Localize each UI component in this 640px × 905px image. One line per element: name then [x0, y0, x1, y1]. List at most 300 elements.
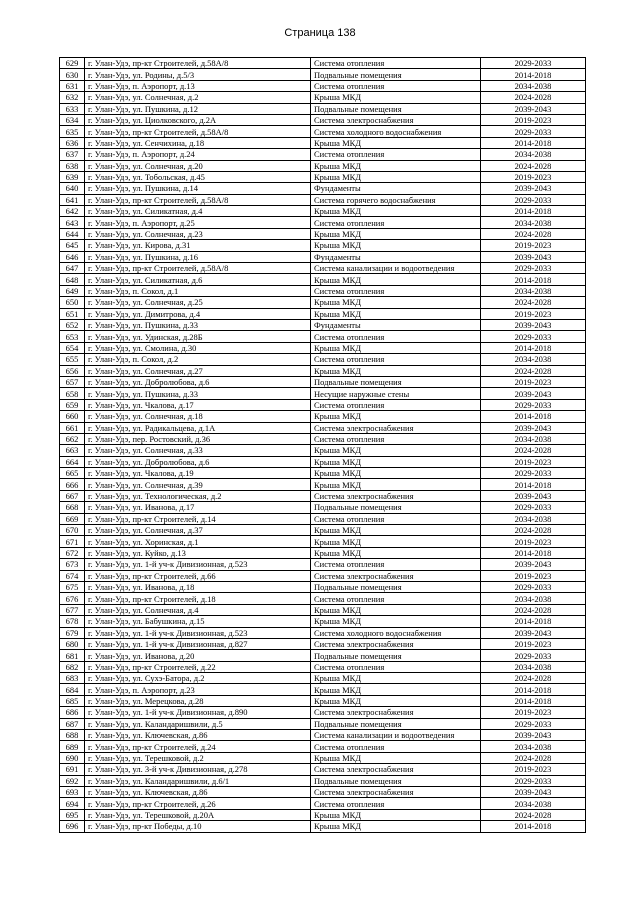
- table-row: [60, 411, 586, 422]
- row-number-cell: 673: [60, 559, 85, 570]
- row-number-cell: 696: [60, 821, 85, 832]
- work-type-cell: Крыша МКД: [311, 536, 481, 547]
- period-cell: 2019-2023: [481, 240, 586, 251]
- address-cell: г. Улан-Удэ, ул. Смолина, д.30: [85, 342, 311, 353]
- table-row: [60, 684, 586, 695]
- work-type-cell: Система отопления: [311, 559, 481, 570]
- work-type-cell: Подвальные помещения: [311, 775, 481, 786]
- work-type-cell: Крыша МКД: [311, 695, 481, 706]
- work-type-cell: Крыша МКД: [311, 468, 481, 479]
- work-type-cell: Крыша МКД: [311, 525, 481, 536]
- period-cell: 2039-2043: [481, 388, 586, 399]
- row-number-cell: 661: [60, 422, 85, 433]
- table-row: [60, 752, 586, 763]
- period-cell: 2014-2018: [481, 695, 586, 706]
- period-cell: 2024-2028: [481, 809, 586, 820]
- address-cell: г. Улан-Удэ, ул. Чкалова, д.19: [85, 468, 311, 479]
- table-row: [60, 809, 586, 820]
- work-type-cell: Система канализации и водоотведения: [311, 730, 481, 741]
- row-number-cell: 640: [60, 183, 85, 194]
- table-row: [60, 80, 586, 91]
- period-cell: 2029-2033: [481, 650, 586, 661]
- period-cell: 2039-2043: [481, 627, 586, 638]
- table-row: [60, 604, 586, 615]
- table-row: [60, 422, 586, 433]
- row-number-cell: 681: [60, 650, 85, 661]
- period-cell: 2014-2018: [481, 616, 586, 627]
- work-type-cell: Система отопления: [311, 798, 481, 809]
- row-number-cell: 687: [60, 718, 85, 729]
- period-cell: 2029-2033: [481, 502, 586, 513]
- table-row: [60, 114, 586, 125]
- table-row: [60, 502, 586, 513]
- work-type-cell: Система отопления: [311, 593, 481, 604]
- row-number-cell: 654: [60, 342, 85, 353]
- row-number-cell: 686: [60, 707, 85, 718]
- work-type-cell: Крыша МКД: [311, 616, 481, 627]
- work-type-cell: Крыша МКД: [311, 604, 481, 615]
- row-number-cell: 637: [60, 149, 85, 160]
- period-cell: 2014-2018: [481, 411, 586, 422]
- row-number-cell: 666: [60, 479, 85, 490]
- period-cell: 2014-2018: [481, 206, 586, 217]
- period-cell: 2014-2018: [481, 547, 586, 558]
- work-type-cell: Крыша МКД: [311, 274, 481, 285]
- address-cell: г. Улан-Удэ, ул. Солнечная, д.27: [85, 365, 311, 376]
- row-number-cell: 647: [60, 263, 85, 274]
- address-cell: г. Улан-Удэ, ул. Куйко, д.13: [85, 547, 311, 558]
- period-cell: 2034-2038: [481, 741, 586, 752]
- table-row: [60, 581, 586, 592]
- period-cell: 2019-2023: [481, 376, 586, 387]
- work-type-cell: Система отопления: [311, 285, 481, 296]
- table-row: [60, 69, 586, 80]
- table-row: [60, 798, 586, 809]
- row-number-cell: 664: [60, 456, 85, 467]
- period-cell: 2019-2023: [481, 456, 586, 467]
- row-number-cell: 632: [60, 92, 85, 103]
- row-number-cell: 634: [60, 114, 85, 125]
- address-cell: г. Улан-Удэ, ул. Хоринская, д.1: [85, 536, 311, 547]
- address-cell: г. Улан-Удэ, ул. Технологическая, д.2: [85, 490, 311, 501]
- address-cell: г. Улан-Удэ, ул. Иванова, д.18: [85, 581, 311, 592]
- row-number-cell: 651: [60, 308, 85, 319]
- row-number-cell: 669: [60, 513, 85, 524]
- address-cell: г. Улан-Удэ, ул. Солнечная, д.20: [85, 160, 311, 171]
- work-type-cell: Крыша МКД: [311, 92, 481, 103]
- period-cell: 2019-2023: [481, 764, 586, 775]
- period-cell: 2029-2033: [481, 194, 586, 205]
- work-type-cell: Система отопления: [311, 149, 481, 160]
- address-cell: г. Улан-Удэ, ул. Солнечная, д.2: [85, 92, 311, 103]
- work-type-cell: Система отопления: [311, 433, 481, 444]
- work-type-cell: Крыша МКД: [311, 365, 481, 376]
- row-number-cell: 675: [60, 581, 85, 592]
- period-cell: 2019-2023: [481, 114, 586, 125]
- table-row: [60, 171, 586, 182]
- table-row: [60, 103, 586, 114]
- row-number-cell: 670: [60, 525, 85, 536]
- period-cell: 2039-2043: [481, 251, 586, 262]
- work-type-cell: Система электроснабжения: [311, 764, 481, 775]
- period-cell: 2034-2038: [481, 593, 586, 604]
- row-number-cell: 688: [60, 730, 85, 741]
- work-type-cell: Крыша МКД: [311, 297, 481, 308]
- table-row: [60, 160, 586, 171]
- work-type-cell: Система отопления: [311, 661, 481, 672]
- period-cell: 2024-2028: [481, 752, 586, 763]
- work-type-cell: Крыша МКД: [311, 547, 481, 558]
- table-row: [60, 183, 586, 194]
- row-number-cell: 645: [60, 240, 85, 251]
- table-row: [60, 650, 586, 661]
- address-cell: г. Улан-Удэ, п. Аэропорт, д.23: [85, 684, 311, 695]
- table-row: [60, 821, 586, 832]
- work-type-cell: Подвальные помещения: [311, 69, 481, 80]
- address-cell: г. Улан-Удэ, ул. Удинская, д.28Б: [85, 331, 311, 342]
- work-type-cell: Крыша МКД: [311, 206, 481, 217]
- row-number-cell: 650: [60, 297, 85, 308]
- row-number-cell: 678: [60, 616, 85, 627]
- address-cell: г. Улан-Удэ, ул. Мерецкова, д.28: [85, 695, 311, 706]
- work-type-cell: Крыша МКД: [311, 445, 481, 456]
- period-cell: 2034-2038: [481, 285, 586, 296]
- address-cell: г. Улан-Удэ, ул. Солнечная, д.18: [85, 411, 311, 422]
- address-cell: г. Улан-Удэ, ул. Иванова, д.17: [85, 502, 311, 513]
- address-cell: г. Улан-Удэ, ул. 1-й уч-к Дивизионная, д.890: [85, 707, 311, 718]
- work-type-cell: Крыша МКД: [311, 684, 481, 695]
- work-type-cell: Крыша МКД: [311, 308, 481, 319]
- table-row: [60, 479, 586, 490]
- table-row: [60, 297, 586, 308]
- address-cell: г. Улан-Удэ, п. Аэропорт, д.13: [85, 80, 311, 91]
- address-cell: г. Улан-Удэ, пр-кт Строителей, д.58А/8: [85, 263, 311, 274]
- work-type-cell: Крыша МКД: [311, 411, 481, 422]
- period-cell: 2039-2043: [481, 422, 586, 433]
- period-cell: 2024-2028: [481, 445, 586, 456]
- table-row: [60, 638, 586, 649]
- period-cell: 2014-2018: [481, 137, 586, 148]
- address-cell: г. Улан-Удэ, ул. Каландаришвили, д.6/1: [85, 775, 311, 786]
- row-number-cell: 636: [60, 137, 85, 148]
- address-cell: г. Улан-Удэ, ул. Терешковой, д.20А: [85, 809, 311, 820]
- period-cell: 2019-2023: [481, 536, 586, 547]
- table-row: [60, 456, 586, 467]
- work-type-cell: Крыша МКД: [311, 171, 481, 182]
- period-cell: 2034-2038: [481, 80, 586, 91]
- address-cell: г. Улан-Удэ, пр-кт Строителей, д.58А/8: [85, 126, 311, 137]
- period-cell: 2014-2018: [481, 69, 586, 80]
- table-row: [60, 376, 586, 387]
- table-row: [60, 525, 586, 536]
- work-type-cell: Крыша МКД: [311, 821, 481, 832]
- work-type-cell: Фундаменты: [311, 183, 481, 194]
- address-cell: г. Улан-Удэ, ул. Пушкина, д.33: [85, 388, 311, 399]
- work-type-cell: Подвальные помещения: [311, 718, 481, 729]
- period-cell: 2024-2028: [481, 228, 586, 239]
- row-number-cell: 691: [60, 764, 85, 775]
- address-cell: г. Улан-Удэ, ул. Солнечная, д.39: [85, 479, 311, 490]
- address-cell: г. Улан-Удэ, ул. Ключевская, д.86: [85, 730, 311, 741]
- period-cell: 2039-2043: [481, 319, 586, 330]
- address-cell: г. Улан-Удэ, ул. Родины, д.5/3: [85, 69, 311, 80]
- period-cell: 2019-2023: [481, 707, 586, 718]
- work-type-cell: Система электроснабжения: [311, 787, 481, 798]
- address-cell: г. Улан-Удэ, ул. Сухэ-Батора, д.2: [85, 673, 311, 684]
- row-number-cell: 668: [60, 502, 85, 513]
- period-cell: 2014-2018: [481, 479, 586, 490]
- row-number-cell: 646: [60, 251, 85, 262]
- period-cell: 2024-2028: [481, 297, 586, 308]
- period-cell: 2029-2033: [481, 58, 586, 69]
- row-number-cell: 638: [60, 160, 85, 171]
- address-cell: г. Улан-Удэ, ул. Добролюбова, д.6: [85, 376, 311, 387]
- row-number-cell: 679: [60, 627, 85, 638]
- address-cell: г. Улан-Удэ, ул. 1-й уч-к Дивизионная, д.523: [85, 559, 311, 570]
- period-cell: 2014-2018: [481, 342, 586, 353]
- table-row: [60, 775, 586, 786]
- row-number-cell: 695: [60, 809, 85, 820]
- period-cell: 2034-2038: [481, 798, 586, 809]
- period-cell: 2019-2023: [481, 638, 586, 649]
- period-cell: 2029-2033: [481, 331, 586, 342]
- work-type-cell: Подвальные помещения: [311, 502, 481, 513]
- table-row: [60, 137, 586, 148]
- address-cell: г. Улан-Удэ, пр-кт Строителей, д.22: [85, 661, 311, 672]
- table-row: [60, 388, 586, 399]
- row-number-cell: 631: [60, 80, 85, 91]
- row-number-cell: 689: [60, 741, 85, 752]
- table-row: [60, 354, 586, 365]
- table-row: [60, 570, 586, 581]
- table-row: [60, 559, 586, 570]
- address-cell: г. Улан-Удэ, ул. Димитрова, д.4: [85, 308, 311, 319]
- period-cell: 2024-2028: [481, 673, 586, 684]
- work-type-cell: Система отопления: [311, 217, 481, 228]
- period-cell: 2029-2033: [481, 581, 586, 592]
- table-row: [60, 718, 586, 729]
- table-row: [60, 274, 586, 285]
- period-cell: 2024-2028: [481, 160, 586, 171]
- work-type-cell: Фундаменты: [311, 319, 481, 330]
- work-type-cell: Подвальные помещения: [311, 650, 481, 661]
- row-number-cell: 671: [60, 536, 85, 547]
- row-number-cell: 633: [60, 103, 85, 114]
- work-type-cell: Крыша МКД: [311, 479, 481, 490]
- table-body: [60, 58, 586, 833]
- row-number-cell: 685: [60, 695, 85, 706]
- address-cell: г. Улан-Удэ, пер. Ростовский, д.36: [85, 433, 311, 444]
- work-type-cell: Система электроснабжения: [311, 422, 481, 433]
- address-cell: г. Улан-Удэ, ул. Чкалова, д.17: [85, 399, 311, 410]
- row-number-cell: 674: [60, 570, 85, 581]
- work-type-cell: Система отопления: [311, 513, 481, 524]
- work-type-cell: Крыша МКД: [311, 673, 481, 684]
- row-number-cell: 693: [60, 787, 85, 798]
- period-cell: 2019-2023: [481, 308, 586, 319]
- period-cell: 2034-2038: [481, 354, 586, 365]
- row-number-cell: 665: [60, 468, 85, 479]
- row-number-cell: 629: [60, 58, 85, 69]
- address-cell: г. Улан-Удэ, пр-кт Строителей, д.26: [85, 798, 311, 809]
- work-type-cell: Несущие наружные стены: [311, 388, 481, 399]
- table-row: [60, 787, 586, 798]
- work-type-cell: Система электроснабжения: [311, 114, 481, 125]
- address-cell: г. Улан-Удэ, ул. Каландаришвили, д.5: [85, 718, 311, 729]
- period-cell: 2034-2038: [481, 661, 586, 672]
- row-number-cell: 642: [60, 206, 85, 217]
- row-number-cell: 677: [60, 604, 85, 615]
- period-cell: 2024-2028: [481, 92, 586, 103]
- row-number-cell: 656: [60, 365, 85, 376]
- address-cell: г. Улан-Удэ, ул. Пушкина, д.14: [85, 183, 311, 194]
- work-type-cell: Система отопления: [311, 58, 481, 69]
- address-cell: г. Улан-Удэ, ул. Солнечная, д.33: [85, 445, 311, 456]
- work-type-cell: Крыша МКД: [311, 228, 481, 239]
- address-cell: г. Улан-Удэ, ул. Силикатная, д.6: [85, 274, 311, 285]
- table-row: [60, 627, 586, 638]
- period-cell: 2024-2028: [481, 365, 586, 376]
- address-cell: г. Улан-Удэ, пр-кт Строителей, д.18: [85, 593, 311, 604]
- address-cell: г. Улан-Удэ, ул. 3-й уч-к Дивизионная, д.278: [85, 764, 311, 775]
- period-cell: 2039-2043: [481, 559, 586, 570]
- table-row: [60, 490, 586, 501]
- period-cell: 2039-2043: [481, 490, 586, 501]
- table-row: [60, 764, 586, 775]
- row-number-cell: 657: [60, 376, 85, 387]
- table-row: [60, 228, 586, 239]
- period-cell: 2024-2028: [481, 604, 586, 615]
- row-number-cell: 635: [60, 126, 85, 137]
- address-cell: г. Улан-Удэ, п. Аэропорт, д.25: [85, 217, 311, 228]
- row-number-cell: 644: [60, 228, 85, 239]
- address-cell: г. Улан-Удэ, пр-кт Строителей, д.24: [85, 741, 311, 752]
- work-type-cell: Система электроснабжения: [311, 638, 481, 649]
- table-row: [60, 217, 586, 228]
- table-row: [60, 149, 586, 160]
- row-number-cell: 690: [60, 752, 85, 763]
- table-row: [60, 308, 586, 319]
- address-cell: г. Улан-Удэ, п. Аэропорт, д.24: [85, 149, 311, 160]
- row-number-cell: 658: [60, 388, 85, 399]
- row-number-cell: 694: [60, 798, 85, 809]
- table-row: [60, 445, 586, 456]
- row-number-cell: 684: [60, 684, 85, 695]
- work-type-cell: Система электроснабжения: [311, 707, 481, 718]
- period-cell: 2029-2033: [481, 399, 586, 410]
- address-cell: г. Улан-Удэ, пр-кт Строителей, д.66: [85, 570, 311, 581]
- table-row: [60, 616, 586, 627]
- work-type-cell: Система отопления: [311, 354, 481, 365]
- address-cell: г. Улан-Удэ, ул. Пушкина, д.33: [85, 319, 311, 330]
- table-row: [60, 661, 586, 672]
- work-type-cell: Система электроснабжения: [311, 490, 481, 501]
- table-row: [60, 194, 586, 205]
- address-cell: г. Улан-Удэ, ул. 1-й уч-к Дивизионная, д.523: [85, 627, 311, 638]
- period-cell: 2029-2033: [481, 718, 586, 729]
- table-row: [60, 547, 586, 558]
- address-cell: г. Улан-Удэ, ул. Тобольская, д.45: [85, 171, 311, 182]
- table-row: [60, 593, 586, 604]
- address-cell: г. Улан-Удэ, ул. Солнечная, д.4: [85, 604, 311, 615]
- address-cell: г. Улан-Удэ, ул. Циолковского, д.2А: [85, 114, 311, 125]
- table-row: [60, 251, 586, 262]
- row-number-cell: 653: [60, 331, 85, 342]
- table-row: [60, 126, 586, 137]
- address-cell: г. Улан-Удэ, пр-кт Строителей, д.58А/8: [85, 58, 311, 69]
- address-cell: г. Улан-Удэ, ул. Бабушкина, д.15: [85, 616, 311, 627]
- period-cell: 2019-2023: [481, 570, 586, 581]
- table-row: [60, 741, 586, 752]
- table-row: [60, 331, 586, 342]
- table-row: [60, 673, 586, 684]
- work-type-cell: Система холодного водоснабжения: [311, 126, 481, 137]
- table-row: [60, 695, 586, 706]
- table-row: [60, 342, 586, 353]
- table-row: [60, 730, 586, 741]
- table-row: [60, 707, 586, 718]
- work-type-cell: Крыша МКД: [311, 342, 481, 353]
- table-row: [60, 285, 586, 296]
- row-number-cell: 659: [60, 399, 85, 410]
- work-type-cell: Крыша МКД: [311, 809, 481, 820]
- row-number-cell: 649: [60, 285, 85, 296]
- table-row: [60, 468, 586, 479]
- address-cell: г. Улан-Удэ, ул. Добролюбова, д.6: [85, 456, 311, 467]
- work-type-cell: Система электроснабжения: [311, 570, 481, 581]
- row-number-cell: 648: [60, 274, 85, 285]
- table-row: [60, 319, 586, 330]
- row-number-cell: 639: [60, 171, 85, 182]
- table-row: [60, 365, 586, 376]
- row-number-cell: 643: [60, 217, 85, 228]
- row-number-cell: 676: [60, 593, 85, 604]
- work-type-cell: Система отопления: [311, 331, 481, 342]
- work-type-cell: Система холодного водоснабжения: [311, 627, 481, 638]
- work-type-cell: Фундаменты: [311, 251, 481, 262]
- table-row: [60, 240, 586, 251]
- period-cell: 2039-2043: [481, 730, 586, 741]
- period-cell: 2014-2018: [481, 684, 586, 695]
- work-type-cell: Крыша МКД: [311, 752, 481, 763]
- row-number-cell: 683: [60, 673, 85, 684]
- table-row: [60, 206, 586, 217]
- row-number-cell: 672: [60, 547, 85, 558]
- address-cell: г. Улан-Удэ, пр-кт Победы, д.10: [85, 821, 311, 832]
- work-type-cell: Система канализации и водоотведения: [311, 263, 481, 274]
- work-type-cell: Подвальные помещения: [311, 103, 481, 114]
- address-cell: г. Улан-Удэ, ул. Терешковой, д.2: [85, 752, 311, 763]
- period-cell: 2039-2043: [481, 103, 586, 114]
- work-type-cell: Крыша МКД: [311, 456, 481, 467]
- address-cell: г. Улан-Удэ, ул. 1-й уч-к Дивизионная, д.827: [85, 638, 311, 649]
- address-cell: г. Улан-Удэ, ул. Пушкина, д.12: [85, 103, 311, 114]
- work-type-cell: Крыша МКД: [311, 160, 481, 171]
- table-row: [60, 513, 586, 524]
- row-number-cell: 692: [60, 775, 85, 786]
- row-number-cell: 682: [60, 661, 85, 672]
- address-cell: г. Улан-Удэ, ул. Радикальцева, д.1А: [85, 422, 311, 433]
- row-number-cell: 667: [60, 490, 85, 501]
- address-cell: г. Улан-Удэ, пр-кт Строителей, д.58А/8: [85, 194, 311, 205]
- row-number-cell: 663: [60, 445, 85, 456]
- period-cell: 2039-2043: [481, 787, 586, 798]
- period-cell: 2029-2033: [481, 775, 586, 786]
- work-type-cell: Система отопления: [311, 399, 481, 410]
- work-type-cell: Система отопления: [311, 80, 481, 91]
- row-number-cell: 655: [60, 354, 85, 365]
- table-row: [60, 58, 586, 69]
